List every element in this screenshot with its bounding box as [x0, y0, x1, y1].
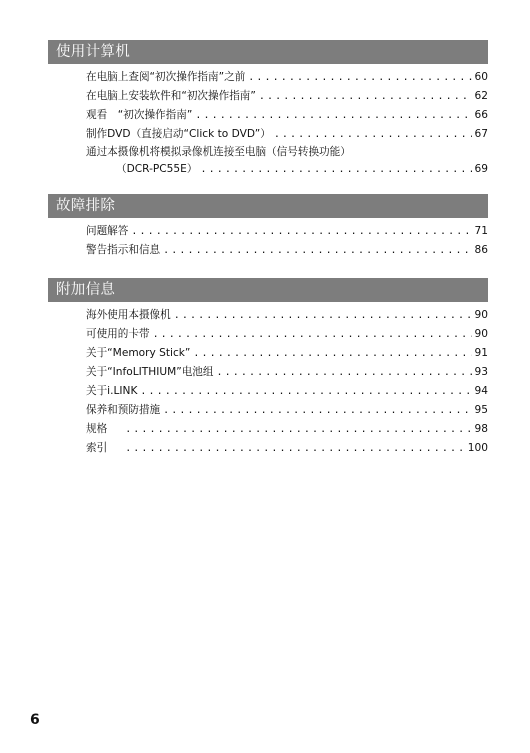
- toc-entry-page: 71: [474, 225, 488, 237]
- toc-entry[interactable]: [48, 306, 488, 325]
- toc-entry-page: 66: [474, 109, 488, 121]
- dot-leader: [274, 125, 472, 144]
- toc-entry[interactable]: [48, 439, 488, 458]
- toc-list: [48, 306, 488, 458]
- dot-leader: [248, 68, 471, 87]
- toc-entry[interactable]: [48, 68, 488, 87]
- toc-entry-page: 98: [474, 423, 488, 435]
- dot-leader: [125, 420, 471, 439]
- toc-entry-title: 规格: [86, 423, 108, 435]
- toc-entry[interactable]: [48, 382, 488, 401]
- toc-entry-title: 在电脑上安装软件和“初次操作指南”: [86, 90, 256, 102]
- toc-entry-page: 93: [474, 366, 488, 378]
- toc-entry-title: 保养和预防措施: [86, 404, 161, 416]
- dot-leader: [216, 363, 471, 382]
- section-heading: 附加信息: [48, 278, 488, 302]
- toc-entry[interactable]: [48, 420, 488, 439]
- toc-entry-page: 100: [467, 442, 488, 454]
- dot-leader: [153, 325, 472, 344]
- toc-entry[interactable]: [48, 222, 488, 241]
- toc-entry-page: 86: [474, 244, 488, 256]
- toc-entry-page: 60: [474, 71, 488, 83]
- toc-entry[interactable]: [48, 241, 488, 260]
- dot-leader: [125, 439, 465, 458]
- toc-entry[interactable]: [48, 144, 488, 178]
- section-heading: 故障排除: [48, 194, 488, 218]
- toc-entry[interactable]: [48, 401, 488, 420]
- toc-entry-title: 制作DVD（直接启动“Click to DVD”）: [86, 128, 271, 140]
- dot-leader: [195, 106, 471, 125]
- toc-entry-page: 69: [474, 163, 488, 175]
- dot-leader: [174, 306, 472, 325]
- section-heading: 使用计算机: [48, 40, 488, 64]
- section-troubleshooting: [48, 194, 488, 260]
- toc-entry-page: 91: [474, 347, 488, 359]
- toc-entry[interactable]: [48, 125, 488, 144]
- dot-leader: [140, 382, 471, 401]
- toc-entry-title: 警告指示和信息: [86, 244, 161, 256]
- toc-entry-page: 62: [474, 90, 488, 102]
- toc-entry-title: 通过本摄像机将模拟录像机连接至电脑（信号转换功能）: [86, 146, 351, 158]
- toc-entry-title-line2: （DCR-PC55E）: [116, 163, 198, 175]
- toc-entry-title: 关于“Memory Stick”: [86, 347, 191, 359]
- toc-entry[interactable]: [48, 87, 488, 106]
- toc-entry-title: 索引: [86, 442, 108, 454]
- section-additional-info: [48, 278, 488, 458]
- toc-entry[interactable]: [48, 363, 488, 382]
- toc-entry-title: 可使用的卡带: [86, 328, 150, 340]
- toc-entry-title: 在电脑上查阅“初次操作指南”之前: [86, 71, 246, 83]
- toc-entry[interactable]: [48, 344, 488, 363]
- dot-leader: [259, 87, 472, 106]
- toc-entry[interactable]: [48, 106, 488, 125]
- toc-entry-title: 海外使用本摄像机: [86, 309, 171, 321]
- toc-entry-title: 观看 “初次操作指南”: [86, 109, 193, 121]
- dot-leader: [163, 241, 471, 260]
- dot-leader: [200, 161, 471, 178]
- toc-entry[interactable]: [48, 325, 488, 344]
- toc-entry-page: 95: [474, 404, 488, 416]
- toc-list: [48, 222, 488, 260]
- toc-entry-page: 94: [474, 385, 488, 397]
- toc-entry-title: 关于“InfoLITHIUM”电池组: [86, 366, 214, 378]
- page-number: 6: [30, 712, 40, 728]
- dot-leader: [193, 344, 471, 363]
- toc-entry-page: 90: [474, 328, 488, 340]
- toc-list: [48, 68, 488, 178]
- toc-entry-continuation: [86, 161, 488, 178]
- toc-entry-title: 问题解答: [86, 225, 129, 237]
- dot-leader: [131, 222, 471, 241]
- toc-entry-page: 67: [474, 128, 488, 140]
- section-using-computer: [48, 40, 488, 178]
- toc-entry-page: 90: [474, 309, 488, 321]
- dot-leader: [163, 401, 471, 420]
- toc-entry-title: 关于i.LINK: [86, 385, 138, 397]
